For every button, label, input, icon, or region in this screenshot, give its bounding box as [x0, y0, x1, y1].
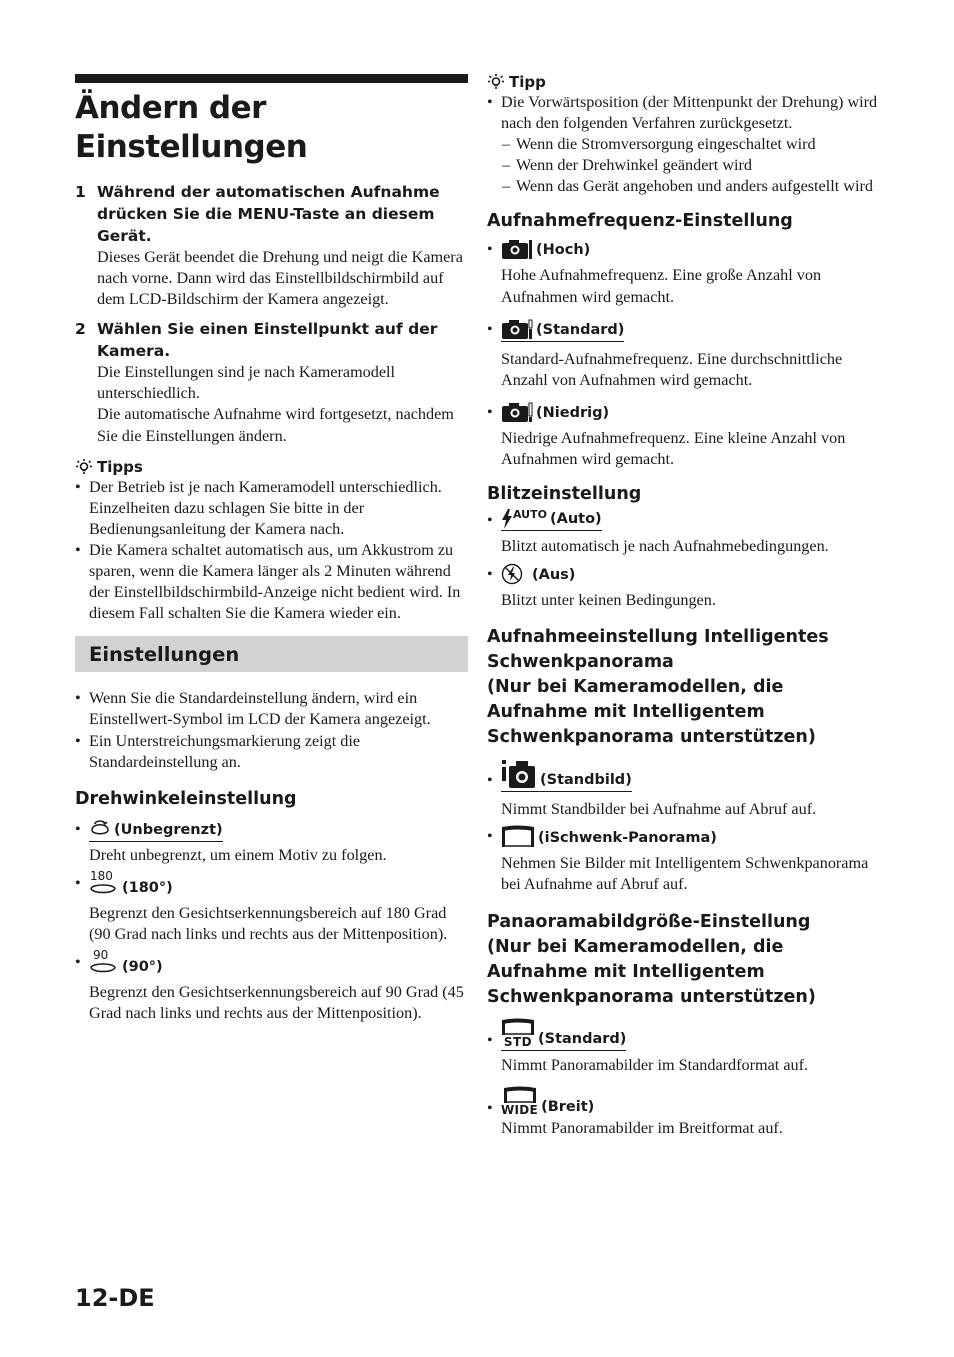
option-label: (iSchwenk-Panorama)	[501, 824, 717, 849]
step-heading: Wählen Sie einen Einstellpunkt auf der Kamera.	[97, 320, 438, 361]
step-number: 1	[75, 183, 86, 201]
rotation-unlimited-icon	[89, 818, 111, 840]
panorama-option-standard: • STD (Standard) Nimmt Panoramabilder im Standardformat auf.	[487, 1018, 882, 1076]
camera-frequency-low-icon	[501, 401, 533, 423]
option-description: Niedrige Aufnahmefrequenz. Eine kleine Anzahl von Aufnahmen wird gemacht.	[501, 428, 846, 468]
option-label: 90 (90°)	[89, 951, 163, 978]
dash-item: – Wenn die Stromversorgung eingeschaltet wird	[487, 134, 882, 155]
option-description: Nimmt Standbilder bei Aufnahme auf Abruf auf.	[501, 800, 817, 819]
right-column	[487, 72, 882, 1139]
option-label: (Standard)	[501, 318, 624, 342]
option-description: Blitzt automatisch je nach Aufnahmebedingungen.	[501, 537, 829, 556]
option-label: (Unbegrenzt)	[89, 818, 223, 842]
flash-off-icon	[501, 563, 523, 585]
page-title	[75, 89, 468, 167]
option-label: (Standbild)	[501, 758, 632, 792]
dash-item: – Wenn der Drehwinkel geändert wird	[487, 155, 882, 176]
option-label: (Niedrig)	[501, 401, 609, 424]
step-body-2: Die automatische Aufnahme wird fortgesetzt, nachdem Sie die Einstellungen ändern.	[97, 405, 454, 445]
tip-label: Tipp	[509, 73, 546, 91]
step-body: Die Einstellungen sind je nach Kameramodell unterschiedlich.	[97, 363, 396, 403]
title-line-1: Ändern der	[75, 90, 266, 126]
panorama-standard-icon: STD	[501, 1018, 535, 1049]
camera-frequency-standard-icon	[501, 318, 533, 340]
flash-auto-icon: AUTO	[501, 509, 547, 529]
option-description: Standard-Aufnahmefrequenz. Eine durchschnittliche Anzahl von Aufnahmen wird gemacht.	[501, 349, 843, 389]
option-description: Blitzt unter keinen Bedingungen.	[501, 591, 716, 610]
option-description: Begrenzt den Gesichtserkennungsbereich auf 90 Grad (45 Grad nach links und rechts aus der Mittenposition).	[89, 982, 464, 1023]
sweep-option-panorama: • (iSchwenk-Panorama) Nehmen Sie Bilder mit Intelligentem Schwenkpanorama bei Aufnahme auf Abruf auf.	[487, 824, 882, 895]
step-number: 2	[75, 320, 86, 339]
step-heading: Während der automatischen Aufnahme drücken Sie die MENU-Taste an diesem Gerät.	[97, 183, 440, 245]
panorama-size-heading: Panaoramabildgröße-Einstellung (Nur bei Kameramodellen, die Aufnahme mit Intelligentem Schwenkpanorama unterstützen)	[487, 911, 816, 1007]
option-label: 180 (180°)	[90, 868, 173, 896]
tips-heading	[75, 457, 468, 477]
rotation-180-icon: 180	[89, 872, 119, 898]
rotation-heading: Drehwinkeleinstellung	[75, 788, 297, 809]
option-label: AUTO (Auto)	[501, 509, 602, 531]
rotation-option-90: • 90 (90°) Begrenzt den Gesichtserkennungsbereich auf 90 Grad (45 Grad nach links und rechts aus der Mittenposition).	[75, 951, 468, 1024]
page-number: 12-DE	[75, 1284, 155, 1312]
rotation-option-180: • 180 (180°) Begrenzt den Gesichtserkennungsbereich auf 180 Grad (90 Grad nach links und rechts aus der Mittenposition).	[75, 872, 468, 945]
list-item: • Der Betrieb ist je nach Kameramodell unterschiedlich. Einzelheiten dazu schlagen Sie bitte in der Bedienungsanleitung der Kamera nach.	[75, 477, 468, 540]
list-item: • Die Vorwärtsposition (der Mittenpunkt der Drehung) wird nach den folgenden Verfahren zurückgesetzt. – Wenn die Stromversorgung eingeschaltet wird – Wenn der Drehwinkel geändert wird – Wenn das Gerät angehoben und anders aufgestellt wird	[487, 92, 882, 197]
sweep-option-still: • (Standbild) Nimmt Standbilder bei Aufnahme auf Abruf auf.	[487, 758, 882, 820]
option-label: (Hoch)	[501, 238, 590, 261]
tips-label: Tipps	[97, 457, 143, 476]
tip-heading	[487, 72, 882, 92]
title-rule	[75, 74, 468, 83]
dash-item: – Wenn das Gerät angehoben und anders aufgestellt wird	[487, 176, 882, 197]
step-body: Dieses Gerät beendet die Drehung und neigt die Kamera nach vorne. Dann wird das Einstellbildschirmbild auf dem LCD-Bildschirm der Kamera angezeigt.	[97, 248, 463, 309]
option-description: Dreht unbegrenzt, um einem Motiv zu folgen.	[89, 845, 387, 864]
camera-frequency-high-icon	[501, 238, 533, 260]
option-description: Begrenzt den Gesichtserkennungsbereich auf 180 Grad (90 Grad nach links und rechts aus der Mittenposition).	[89, 903, 448, 943]
sweep-heading: Aufnahmeeinstellung Intelligentes Schwenkpanorama (Nur bei Kameramodellen, die Aufnahme mit Intelligentem Schwenkpanorama unterstützen)	[487, 627, 829, 748]
frequency-option-high: • (Hoch) Hohe Aufnahmefrequenz. Eine große Anzahl von Aufnahmen wird gemacht.	[487, 238, 882, 307]
list-item: • Ein Unterstreichungsmarkierung zeigt die Standardeinstellung an.	[75, 731, 468, 773]
rotation-option-unlimited: • (Unbegrenzt) Dreht unbegrenzt, um einem Motiv zu folgen.	[75, 818, 468, 866]
flash-option-off: • (Aus) Blitzt unter keinen Bedingungen.	[487, 563, 882, 611]
rotation-90-icon: 90	[89, 951, 119, 977]
panorama-option-wide: • WIDE (Breit) Nimmt Panoramabilder im Breitformat auf.	[487, 1086, 882, 1139]
frequency-heading: Aufnahmefrequenz-Einstellung	[487, 211, 793, 232]
option-label: STD (Standard)	[501, 1018, 626, 1051]
frequency-option-standard: • (Standard) Standard-Aufnahmefrequenz. Eine durchschnittliche Anzahl von Aufnahmen wird gemacht.	[487, 318, 882, 391]
tip-list	[487, 92, 882, 197]
option-description: Nehmen Sie Bilder mit Intelligentem Schwenkpanorama bei Aufnahme auf Abruf auf.	[501, 854, 869, 894]
title-line-2: Einstellungen	[75, 129, 308, 165]
left-column	[75, 74, 468, 1024]
section-title: Einstellungen	[75, 636, 468, 672]
sweep-panorama-icon	[501, 824, 535, 848]
tips-list	[75, 477, 468, 625]
option-label: (Aus)	[501, 563, 575, 586]
option-description: Nimmt Panoramabilder im Breitformat auf.	[501, 1118, 783, 1137]
frequency-option-low: • (Niedrig) Niedrige Aufnahmefrequenz. Eine kleine Anzahl von Aufnahmen wird gemacht.	[487, 401, 882, 470]
still-image-icon	[501, 758, 537, 790]
list-item: • Wenn Sie die Standardeinstellung ändern, wird ein Einstellwert-Symbol im LCD der Kamera angezeigt.	[75, 688, 468, 730]
settings-notes	[75, 688, 468, 772]
lightbulb-icon	[487, 73, 505, 91]
option-description: Hohe Aufnahmefrequenz. Eine große Anzahl von Aufnahmen wird gemacht.	[501, 266, 822, 306]
lightbulb-icon	[75, 458, 93, 476]
option-label: WIDE (Breit)	[501, 1086, 594, 1118]
flash-option-auto: • AUTO (Auto) Blitzt automatisch je nach Aufnahmebedingungen.	[487, 509, 882, 557]
step-2	[75, 318, 468, 446]
list-item: • Die Kamera schaltet automatisch aus, um Akkustrom zu sparen, wenn die Kamera länger als 2 Minuten während der Einstellbildschirmbild-Anzeige nicht bedient wird. In diesem Fall schalten Sie die Kamera wieder ein.	[75, 540, 468, 624]
flash-heading: Blitzeinstellung	[487, 484, 642, 505]
step-1	[75, 181, 468, 310]
panorama-wide-icon: WIDE	[501, 1086, 538, 1117]
option-description: Nimmt Panoramabilder im Standardformat auf.	[501, 1055, 809, 1074]
